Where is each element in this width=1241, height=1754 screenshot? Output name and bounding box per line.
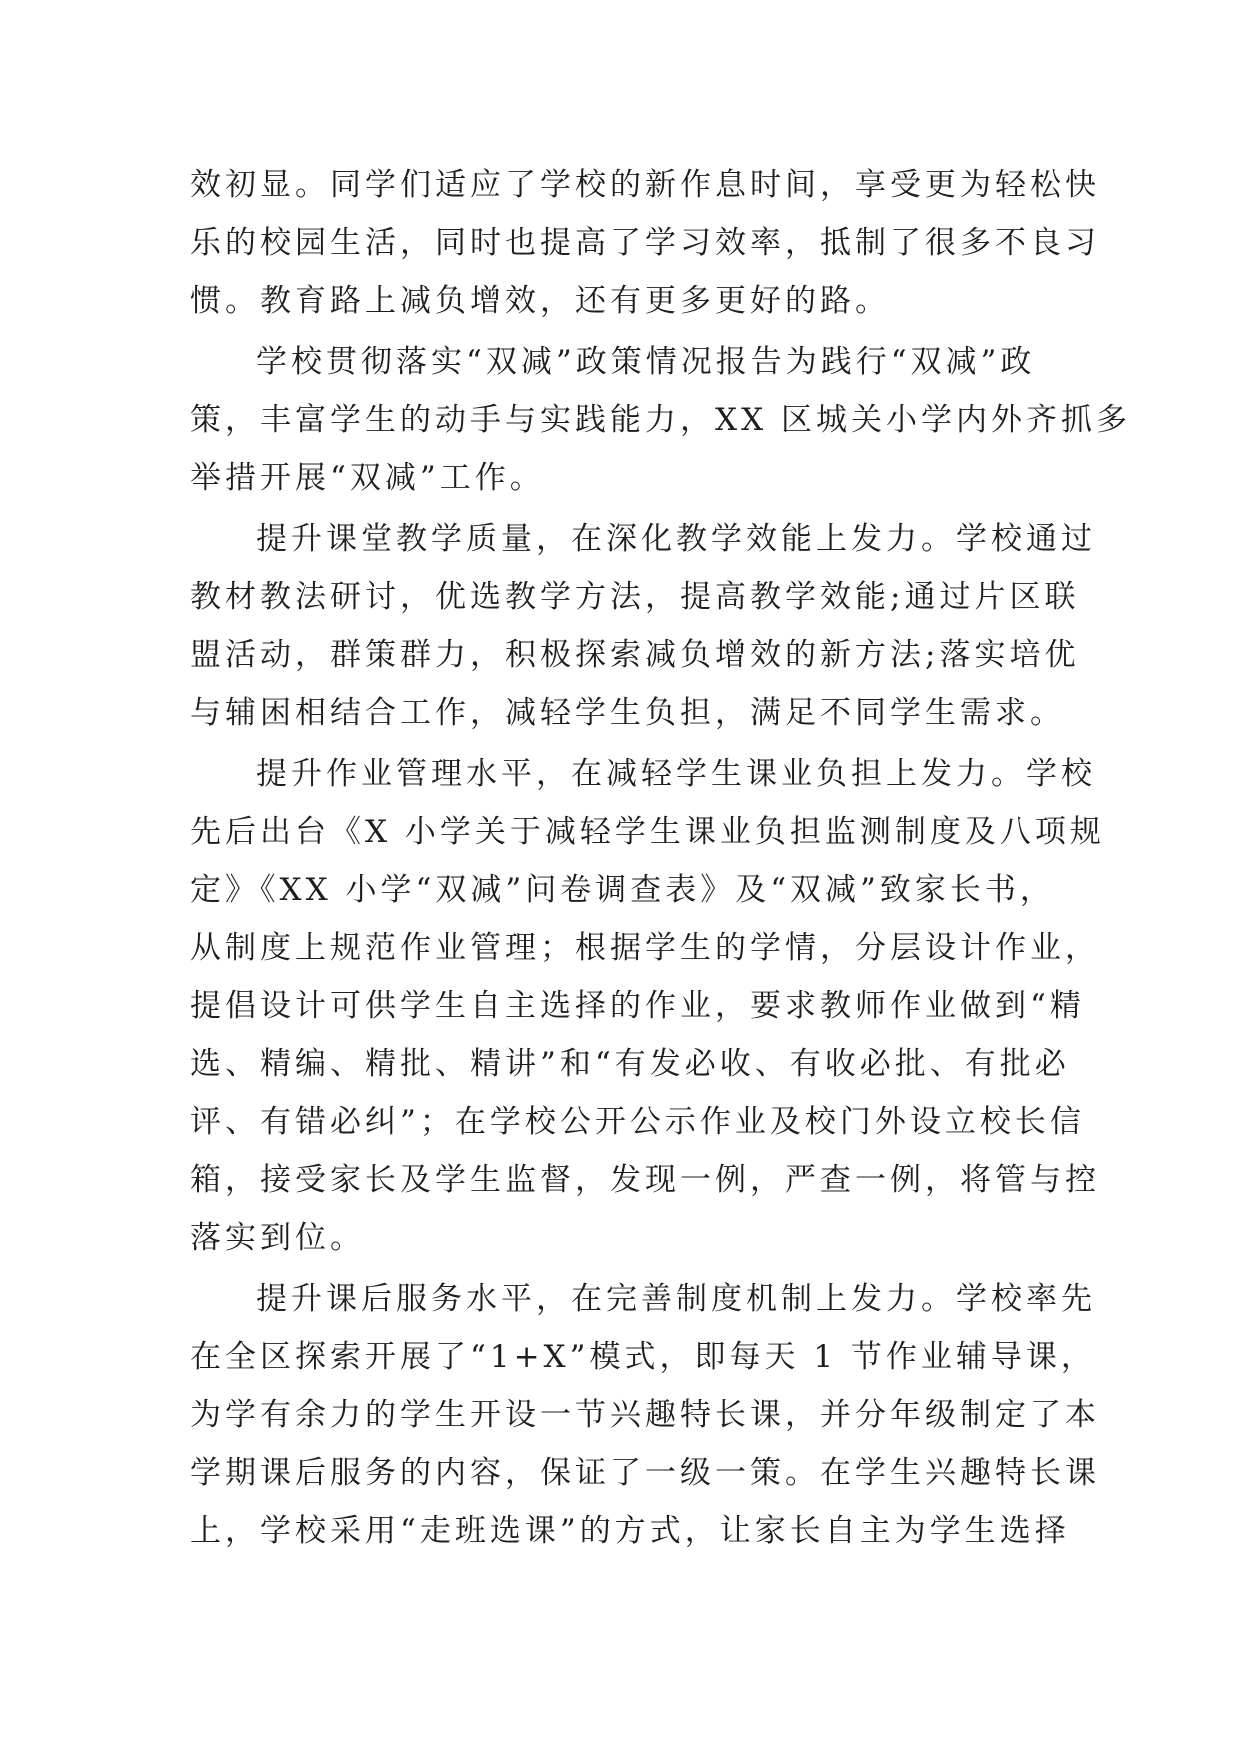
text-line: 上，学校采用“走班选课”的方式，让家长自主为学生选择 [190, 1513, 1070, 1549]
text-line: 在全区探索开展了“1+X”模式，即每天 1 节作业辅导课， [190, 1339, 1096, 1375]
text-line: 效初显。同学们适应了学校的新作息时间，享受更为轻松快 [190, 167, 1100, 203]
text-line: 提升课堂教学质量，在深化教学效能上发力。学校通过 [256, 521, 1096, 557]
text-line: 先后出台《X 小学关于减轻学生课业负担监测制度及八项规 [190, 814, 1105, 850]
text-line: 定》《XX 小学“双减”问卷调查表》及“双减”致家长书， [190, 872, 1055, 908]
paragraph-5 [190, 1270, 1100, 1560]
paragraph-4 [190, 745, 1105, 1267]
text-line: 学校贯彻落实“双减”政策情况报告为践行“双减”政 [256, 344, 1036, 380]
text-line: 乐的校园生活，同时也提高了学习效率，抵制了很多不良习 [190, 225, 1100, 261]
text-line: 评、有错必纠”；在学校公开公示作业及校门外设立校长信 [190, 1104, 1085, 1140]
paragraph-3 [190, 510, 1096, 742]
text-line: 提倡设计可供学生自主选择的作业，要求教师作业做到“精 [190, 988, 1085, 1024]
text-line: 惯。教育路上减负增效，还有更多更好的路。 [190, 283, 890, 319]
text-line: 与辅困相结合工作，减轻学生负担，满足不同学生需求。 [190, 695, 1065, 731]
paragraph-1 [190, 156, 1100, 330]
text-line: 选、精编、精批、精讲”和“有发必收、有收必批、有批必 [190, 1046, 1070, 1082]
text-line: 从制度上规范作业管理；根据学生的学情，分层设计作业， [190, 930, 1100, 966]
text-line: 盟活动，群策群力，积极探索减负增效的新方法;落实培优 [190, 637, 1080, 673]
text-line: 提升课后服务水平，在完善制度机制上发力。学校率先 [256, 1281, 1096, 1317]
text-line: 提升作业管理水平，在减轻学生课业负担上发力。学校 [256, 756, 1096, 792]
text-line: 学期课后服务的内容，保证了一级一策。在学生兴趣特长课 [190, 1455, 1100, 1491]
document-body [190, 156, 1131, 1560]
text-line: 为学有余力的学生开设一节兴趣特长课，并分年级制定了本 [190, 1397, 1100, 1433]
text-line: 落实到位。 [190, 1220, 365, 1256]
paragraph-2 [190, 333, 1131, 507]
text-line: 策，丰富学生的动手与实践能力，XX 区城关小学内外齐抓多 [190, 402, 1131, 438]
text-line: 教材教法研讨，优选教学方法，提高教学效能;通过片区联 [190, 579, 1080, 615]
text-line: 举措开展“双减”工作。 [190, 460, 545, 496]
text-line: 箱，接受家长及学生监督，发现一例，严查一例，将管与控 [190, 1162, 1100, 1198]
